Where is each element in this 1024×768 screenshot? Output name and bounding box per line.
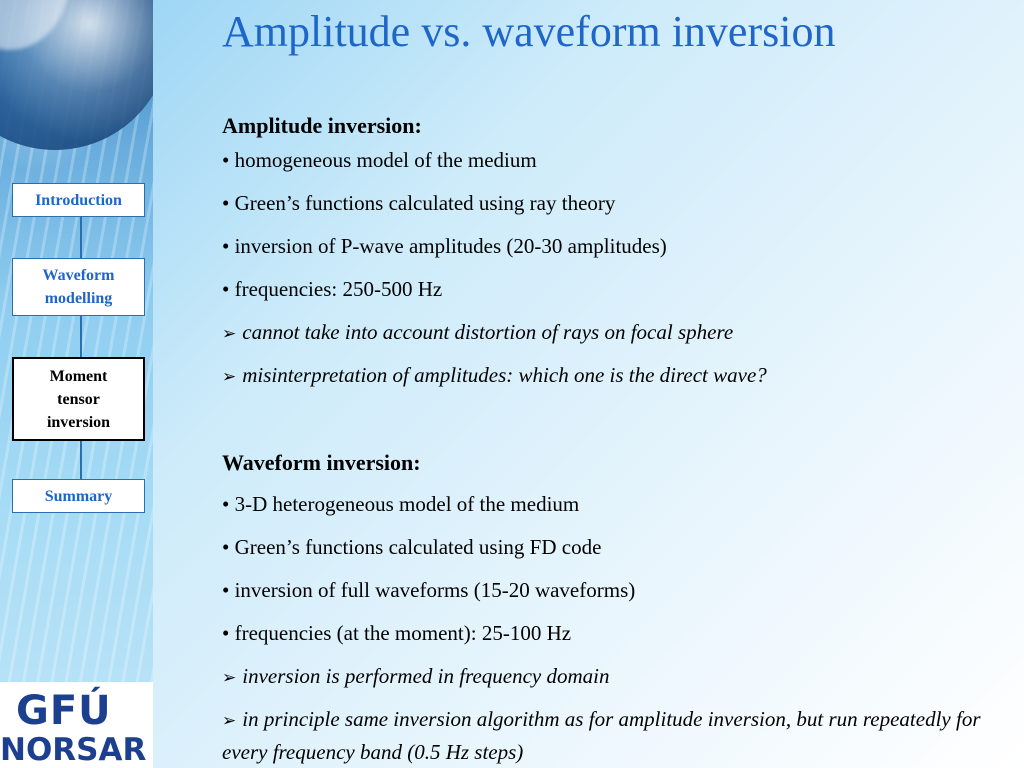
amplitude-note-text: cannot take into account distortion of rays on focal sphere: [242, 320, 734, 344]
arrow-bullet-icon: ➢: [222, 668, 237, 688]
nav-waveform-modelling-label: Waveform modelling: [42, 267, 115, 307]
nav-introduction-label: Introduction: [35, 191, 122, 209]
amplitude-note: [222, 363, 767, 388]
waveform-note: [222, 704, 1012, 768]
globe-image: [0, 0, 153, 150]
amplitude-bullet: • inversion of P-wave amplitudes (20-30 amplitudes): [222, 234, 667, 258]
amplitude-bullet: • frequencies: 250-500 Hz: [222, 277, 443, 301]
waveform-bullet: • 3-D heterogeneous model of the medium: [222, 492, 580, 516]
nav-summary-label: Summary: [44, 487, 113, 505]
waveform-bullet: • inversion of full waveforms (15-20 waveforms): [222, 578, 636, 602]
waveform-note: [222, 664, 610, 689]
nav-introduction-button[interactable]: [12, 183, 145, 217]
amplitude-inversion-heading: Amplitude inversion:: [222, 113, 422, 138]
waveform-bullet: • frequencies (at the moment): 25-100 Hz: [222, 621, 572, 645]
sidebar-decoration: [0, 0, 153, 768]
waveform-inversion-heading: Waveform inversion:: [222, 450, 421, 475]
amplitude-note: [222, 320, 733, 345]
nav-moment-tensor-inversion-label: Moment tensor inversion: [46, 367, 111, 431]
amplitude-bullet: • homogeneous model of the medium: [222, 148, 537, 172]
nav-summary-button[interactable]: [12, 479, 145, 513]
arrow-bullet-icon: ➢: [222, 367, 237, 387]
logo-norsar-text: NORSAR: [0, 732, 147, 768]
amplitude-note-text: misinterpretation of amplitudes: which one is the direct wave?: [242, 363, 767, 387]
waveform-note-text: inversion is performed in frequency domain: [242, 664, 610, 688]
nav-moment-tensor-inversion-button[interactable]: [12, 357, 145, 441]
waveform-bullet: • Green’s functions calculated using FD code: [222, 535, 602, 559]
amplitude-bullet: • Green’s functions calculated using ray theory: [222, 191, 616, 215]
waveform-note-text: in principle same inversion algorithm as for amplitude inversion, but run repeatedly for every frequency band (0.5 Hz steps): [222, 707, 981, 764]
gfu-norsar-logo: [0, 682, 153, 768]
logo-gfu-text: GFÚ: [16, 688, 112, 734]
arrow-bullet-icon: ➢: [222, 324, 237, 344]
slide-title: Amplitude vs. waveform inversion: [222, 7, 836, 56]
globe-landmass: [0, 0, 70, 50]
arrow-bullet-icon: ➢: [222, 711, 237, 731]
nav-waveform-modelling-button[interactable]: [12, 258, 145, 316]
